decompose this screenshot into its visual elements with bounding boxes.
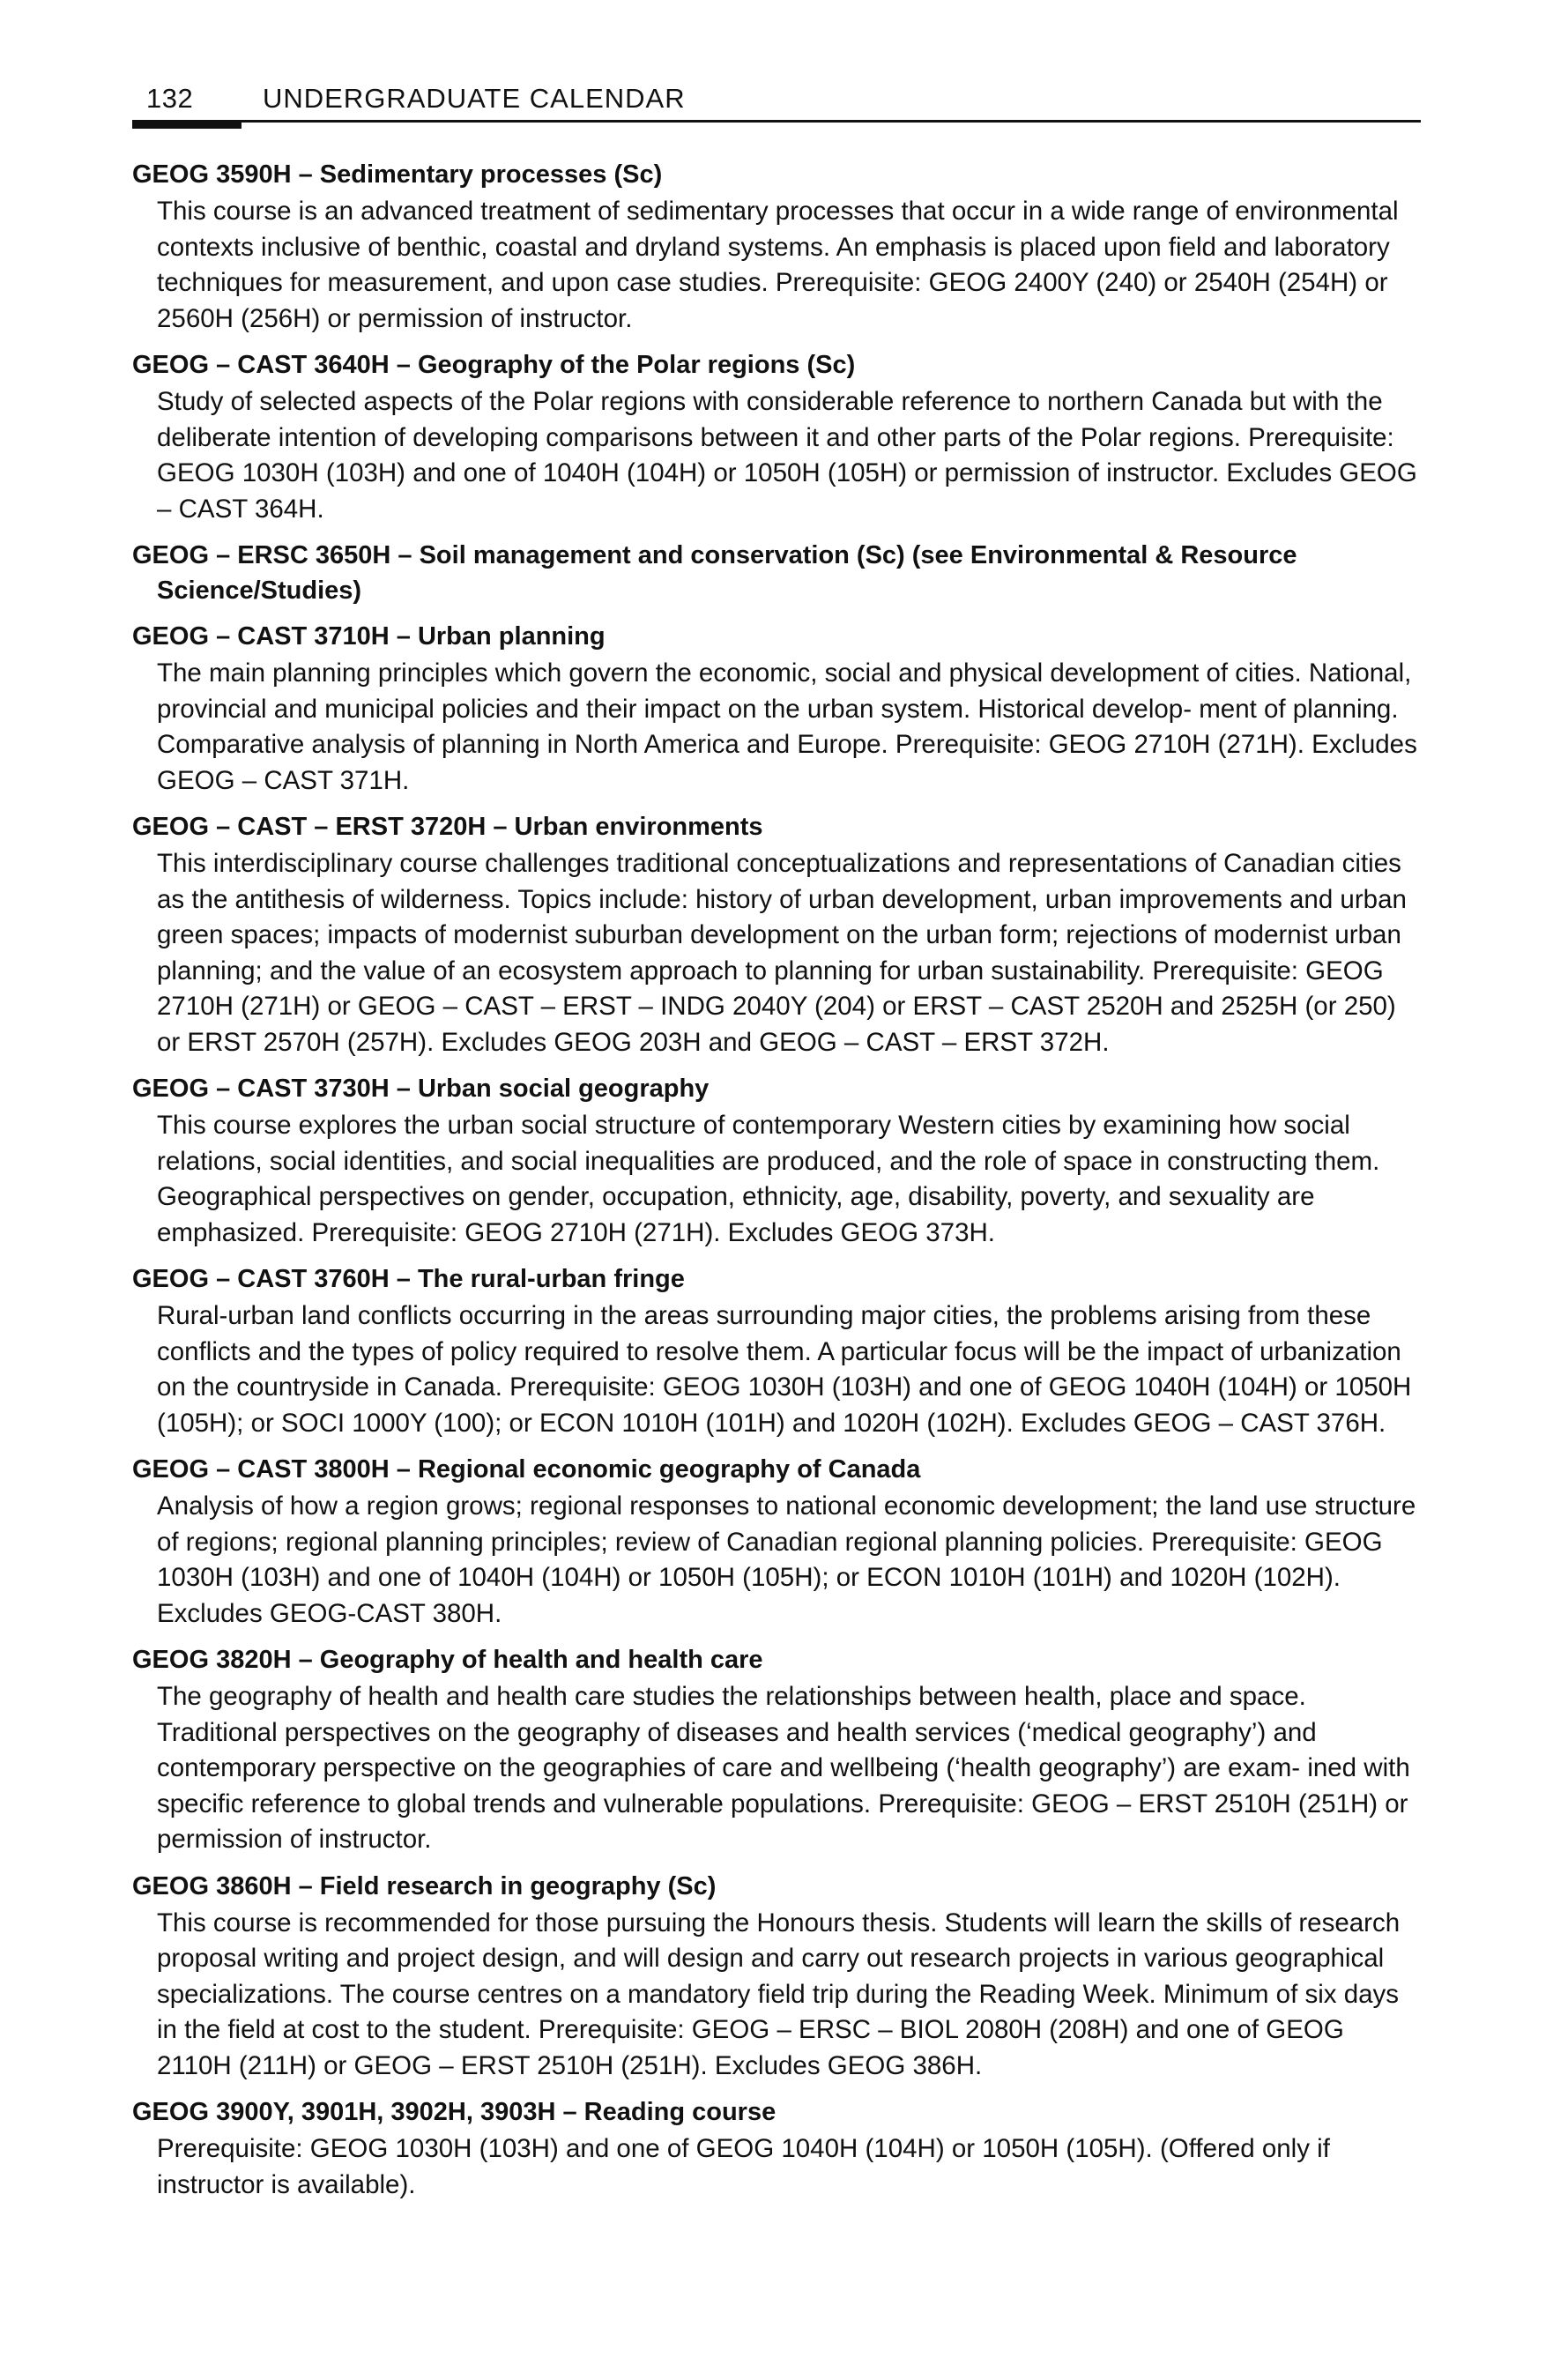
- course-title: GEOG 3590H – Sedimentary processes (Sc): [132, 160, 663, 189]
- course-description: The geography of health and health care studies the relationships between health, place and space. Traditional perspectives on the geography of diseases and health services (‘medical geography’) and contemporary perspective on the geographies of care and wellbeing (‘health geography’) are exam- ined with specific reference to global trends and vulnerable populations. Prerequisite: GEOG – ERST 2510H (251H) or permission of instructor.: [157, 1682, 1410, 1854]
- course-entry: [132, 1071, 1421, 1251]
- header-tab-marker: [132, 120, 241, 129]
- course-description: Prerequisite: GEOG 1030H (103H) and one of GEOG 1040H (104H) or 1050H (105H). (Offered only if instructor is available).: [157, 2134, 1330, 2199]
- course-entry: [132, 1869, 1421, 2085]
- course-entry: [132, 809, 1421, 1060]
- page-number: 132: [146, 83, 194, 114]
- page-header-title: UNDERGRADUATE CALENDAR: [263, 83, 686, 114]
- course-entry: [132, 1261, 1421, 1441]
- course-title: GEOG – CAST 3800H – Regional economic geography of Canada: [132, 1455, 921, 1484]
- course-entry: [132, 1452, 1421, 1632]
- course-title: GEOG 3900Y, 3901H, 3902H, 3903H – Reading course: [132, 2098, 776, 2126]
- course-entry: [132, 347, 1421, 527]
- course-list: [132, 157, 1421, 2213]
- header-rule: [132, 120, 1421, 123]
- course-title: GEOG 3860H – Field research in geography (Sc): [132, 1871, 717, 1900]
- course-description: The main planning principles which govern the economic, social and physical development of cities. National, provincial and municipal policies and their impact on the urban system. Historical develop- ment of planning. Comparative analysis of planning in North America and Europe. Prerequisite: GEOG 2710H (271H). Excludes GEOG – CAST 371H.: [157, 658, 1417, 795]
- course-entry: [132, 157, 1421, 337]
- course-title: GEOG – CAST 3640H – Geography of the Polar regions (Sc): [132, 351, 856, 379]
- page-header: [132, 81, 1421, 130]
- course-description: This course explores the urban social structure of contemporary Western cities by examining how social relations, social identities, and social inequalities are produced, and the role of space in constructing them. Geographical perspectives on gender, occupation, ethnicity, age, disability, poverty, and sexuality are emphasized. Prerequisite: GEOG 2710H (271H). Excludes GEOG 373H.: [157, 1111, 1380, 1247]
- course-entry: [132, 619, 1421, 799]
- course-entry: [132, 1642, 1421, 1858]
- course-entry: [132, 2094, 1421, 2203]
- course-entry: [132, 538, 1421, 608]
- course-title: GEOG – CAST 3710H – Urban planning: [132, 622, 606, 651]
- course-title: GEOG – CAST 3730H – Urban social geography: [132, 1075, 710, 1103]
- course-description: Analysis of how a region grows; regional responses to national economic development; the land use structure of regions; regional planning principles; review of Canadian regional planning policies. Prerequisite: GEOG 1030H (103H) and one of 1040H (104H) or 1050H (105H); or ECON 1010H (101H) and 1020H (102H). Excludes GEOG-CAST 380H.: [157, 1491, 1416, 1628]
- course-title: GEOG – CAST 3760H – The rural-urban fringe: [132, 1265, 685, 1293]
- course-description: This interdisciplinary course challenges traditional conceptualizations and representations of Canadian cities as the antithesis of wilderness. Topics include: history of urban development, urban improvements and urban green spaces; impacts of modernist suburban development on the urban form; rejections of modernist urban planning; and the value of an ecosystem approach to planning for urban sustainability. Prerequisite: GEOG 2710H (271H) or GEOG – CAST – ERST – INDG 2040Y (204) or ERST – CAST 2520H and 2525H (or 250) or ERST 2570H (257H). Excludes GEOG 203H and GEOG – CAST – ERST 372H.: [157, 849, 1407, 1057]
- course-description: Study of selected aspects of the Polar regions with considerable reference to northern Canada but with the deliberate intention of developing comparisons between it and other parts of the Polar regions. Prerequisite: GEOG 1030H (103H) and one of 1040H (104H) or 1050H (105H) or permission of instructor. Excludes GEOG – CAST 364H.: [157, 387, 1417, 524]
- course-description: This course is recommended for those pursuing the Honours thesis. Students will learn the skills of research proposal writing and project design, and will design and carry out research projects in various geographical specializations. The course centres on a mandatory field trip during the Reading Week. Minimum of six days in the field at cost to the student. Prerequisite: GEOG – ERSC – BIOL 2080H (208H) and one of GEOG 2110H (211H) or GEOG – ERST 2510H (251H). Excludes GEOG 386H.: [157, 1908, 1401, 2080]
- course-title: GEOG – ERSC 3650H – Soil management and conservation (Sc) (see Environmental & Resource Science/Studies): [132, 541, 1297, 605]
- course-title: GEOG 3820H – Geography of health and health care: [132, 1646, 763, 1674]
- course-description: Rural-urban land conflicts occurring in the areas surrounding major cities, the problems arising from these conflicts and the types of policy required to resolve them. A particular focus will be the impact of urbanization on the countryside in Canada. Prerequisite: GEOG 1030H (103H) and one of GEOG 1040H (104H) or 1050H (105H); or SOCI 1000Y (100); or ECON 1010H (101H) and 1020H (102H). Excludes GEOG – CAST 376H.: [157, 1301, 1412, 1438]
- course-title: GEOG – CAST – ERST 3720H – Urban environments: [132, 813, 763, 841]
- course-description: This course is an advanced treatment of sedimentary processes that occur in a wide range of environmental contexts inclusive of benthic, coastal and dryland systems. An emphasis is placed upon field and laboratory techniques for measurement, and upon case studies. Prerequisite: GEOG 2400Y (240) or 2540H (254H) or 2560H (256H) or permission of instructor.: [157, 197, 1399, 333]
